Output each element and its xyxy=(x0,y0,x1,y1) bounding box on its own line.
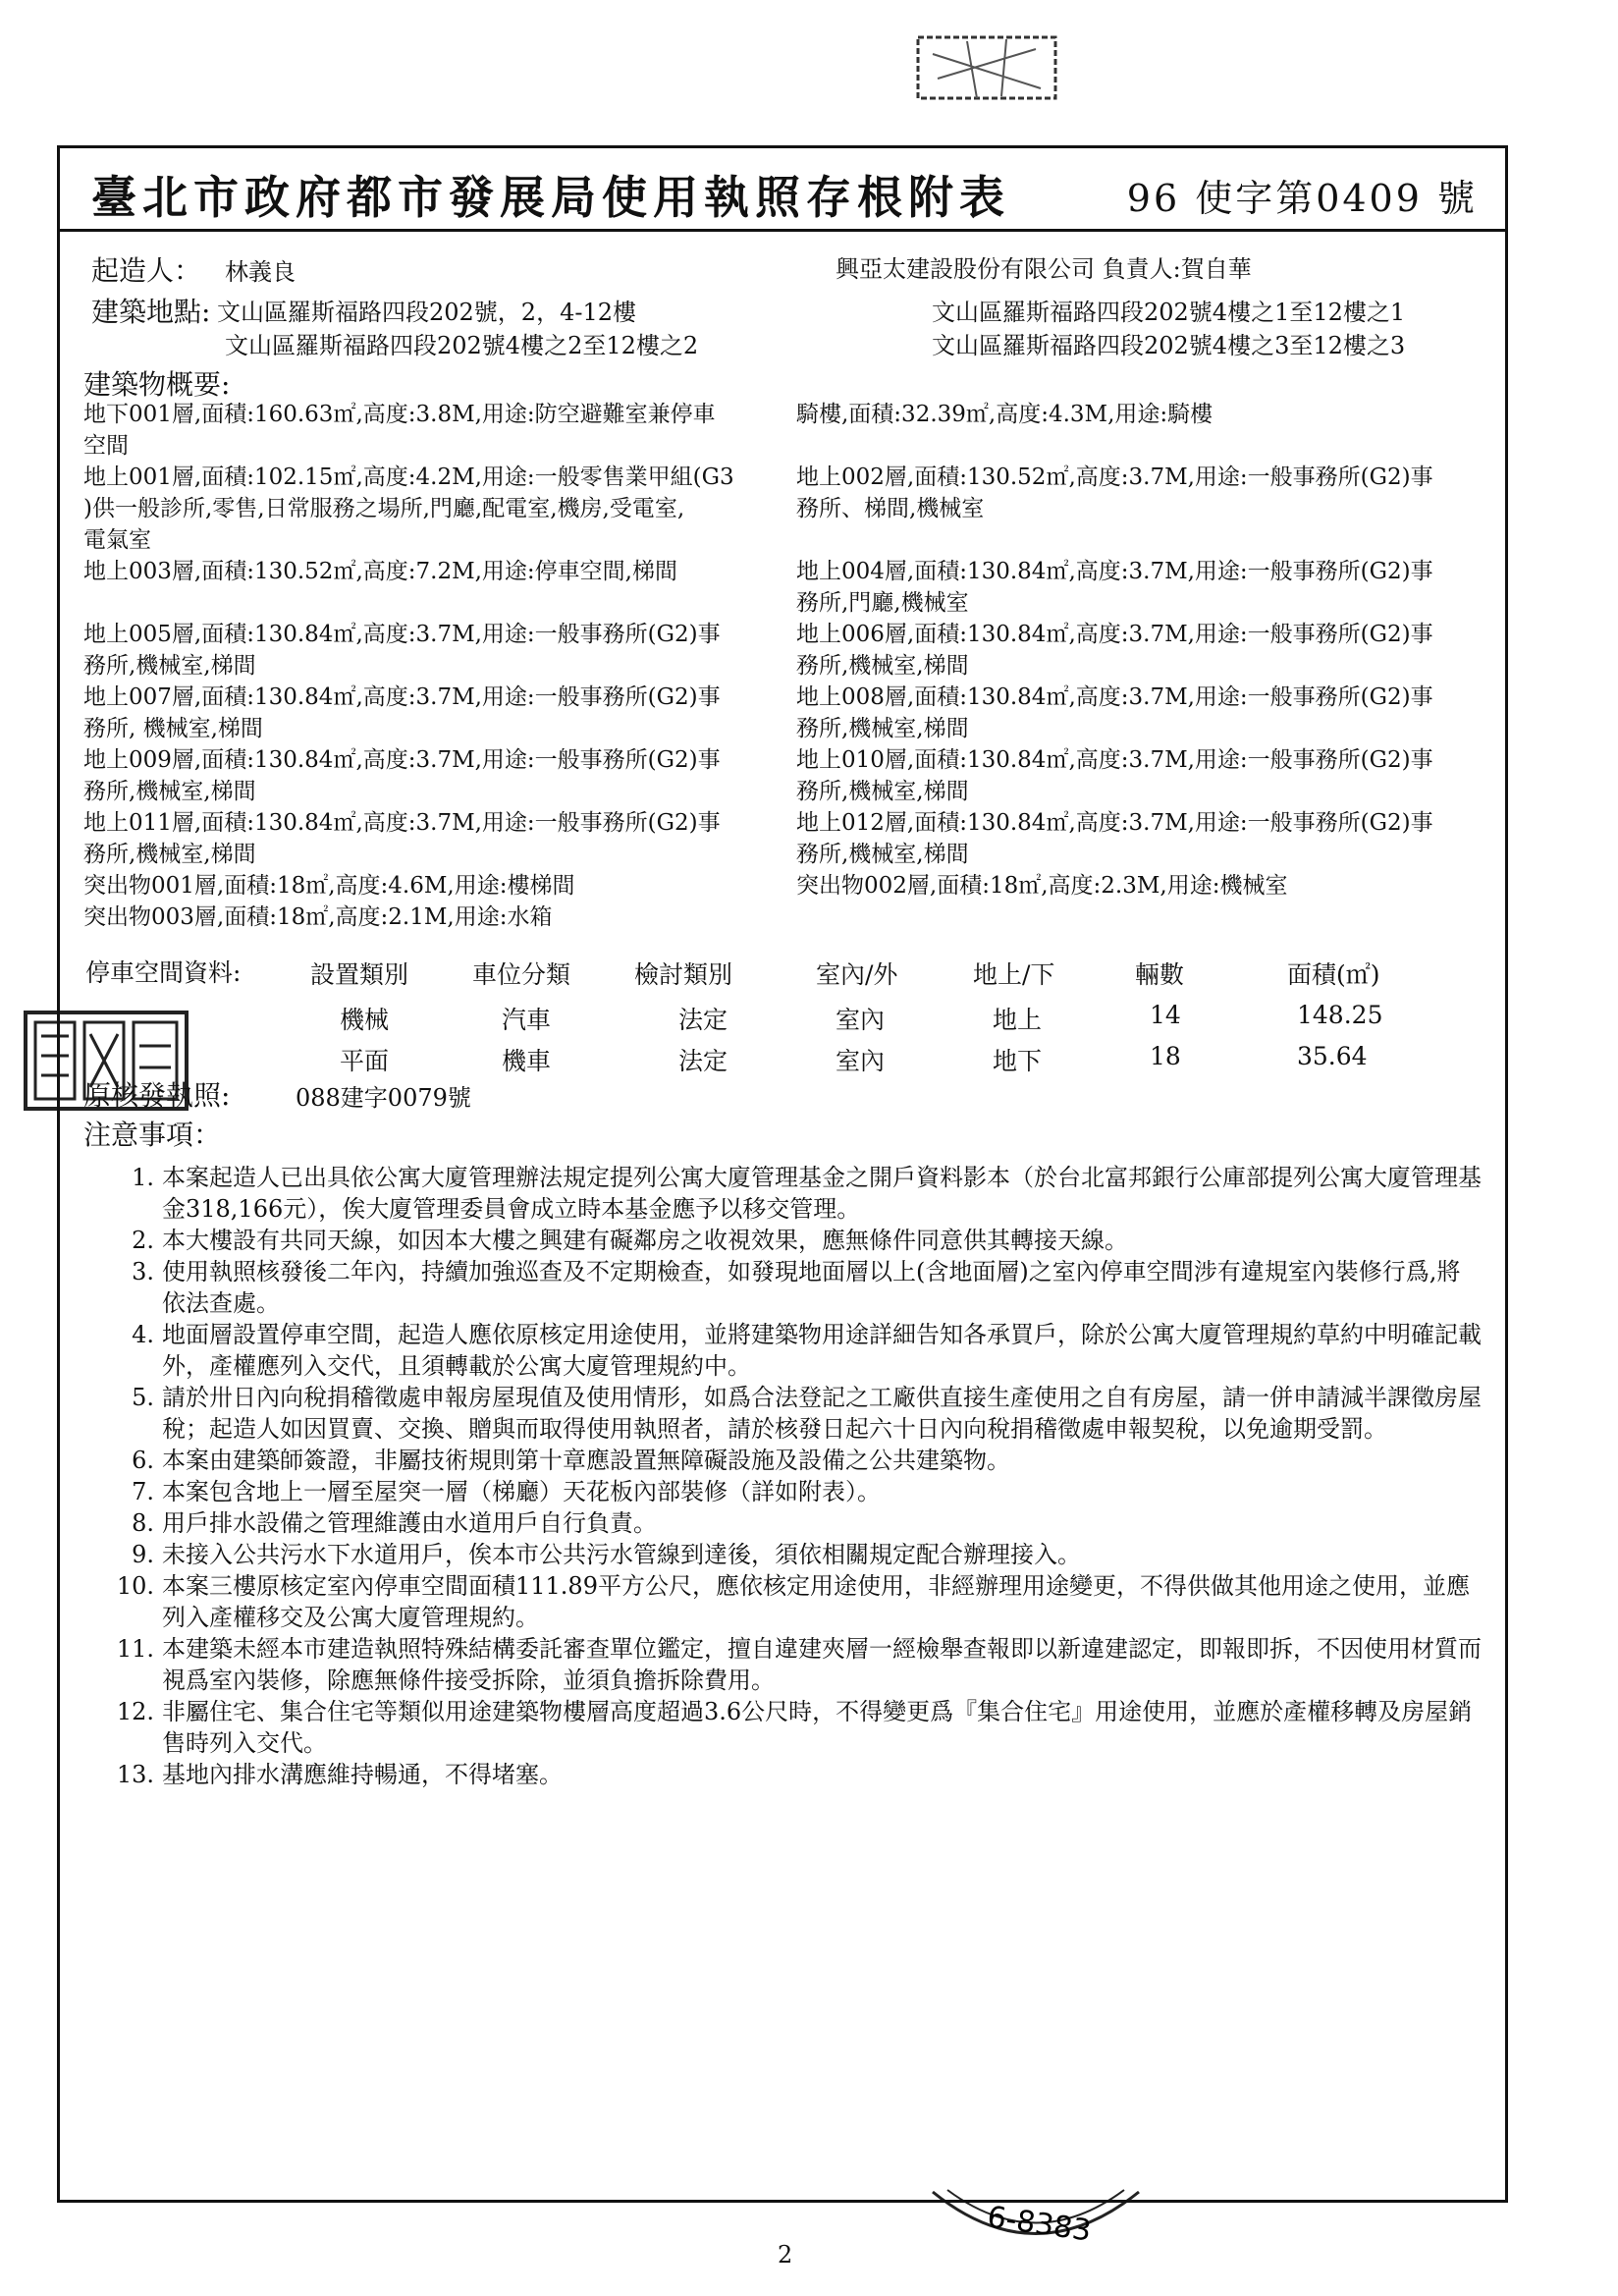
note-number: 10. xyxy=(116,1572,154,1600)
address-2: 文山區羅斯福路四段202號4樓之2至12樓之2 xyxy=(225,332,699,359)
note-number: 4. xyxy=(132,1321,154,1348)
note-text: 地面層設置停車空間，起造人應依原核定用途使用，並將建築物用途詳細告知各承買戶，除於公寓大廈管理規約草約中明確記載外，產權應列入交代，且須轉載於公寓大廈管理規約中。 xyxy=(162,1321,1482,1380)
floor-line-right: 突出物002層,面積:18㎡,高度:2.3M,用途:機械室 xyxy=(796,873,1288,899)
permit-number: 96 使字第0409 號 xyxy=(1126,177,1478,220)
note-item xyxy=(109,1382,1483,1445)
original-permit-value: 088建字0079號 xyxy=(296,1084,471,1112)
address-4: 文山區羅斯福路四段202號4樓之3至12樓之3 xyxy=(932,332,1406,359)
note-number: 6. xyxy=(132,1447,154,1474)
parking-header-type: 設置類別 xyxy=(310,960,409,989)
floor-line-left: 地上007層,面積:130.84㎡,高度:3.7M,用途:一般事務所(G2)事 xyxy=(83,684,721,710)
floor-line-right: 務所,機械室,梯間 xyxy=(796,842,969,867)
floor-line-left: 突出物003層,面積:18㎡,高度:2.1M,用途:水箱 xyxy=(83,904,553,930)
parking-label: 停車空間資料: xyxy=(85,958,242,987)
note-text: 本案起造人已出具依公寓大廈管理辦法規定提列公寓大廈管理基金之開戶資料影本（於台北富邦銀行公庫部提列公寓大廈管理基金318,166元），俟大廈管理委員會成立時本基金應予以移交管理。 xyxy=(162,1164,1482,1223)
original-permit-label: 原核發執照: xyxy=(83,1079,231,1112)
parking-header-indoor: 室內/外 xyxy=(816,960,898,989)
document-title: 臺北市政府都市發展局使用執照存根附表 xyxy=(91,171,1010,224)
floor-line-left: 電氣室 xyxy=(83,527,151,553)
note-item xyxy=(109,1539,1483,1570)
note-text: 用戶排水設備之管理維護由水道用戶自行負責。 xyxy=(162,1509,657,1537)
parking-cell: 法定 xyxy=(678,1047,728,1075)
note-item xyxy=(109,1162,1483,1225)
parking-header-review: 檢討類別 xyxy=(634,960,733,989)
floor-line-right: 務所,機械室,梯間 xyxy=(796,779,969,804)
floor-line-right: 地上012層,面積:130.84㎡,高度:3.7M,用途:一般事務所(G2)事 xyxy=(796,810,1433,836)
floor-line-right: 務所,機械室,梯間 xyxy=(796,716,969,741)
note-number: 9. xyxy=(132,1541,154,1568)
floor-line-left: 地上001層,面積:102.15㎡,高度:4.2M,用途:一般零售業甲組(G3 xyxy=(83,465,734,490)
parking-header-level: 地上/下 xyxy=(973,960,1055,989)
note-item xyxy=(109,1696,1483,1759)
floor-line-right: 騎樓,面積:32.39㎡,高度:4.3M,用途:騎樓 xyxy=(796,402,1214,427)
parking-cell: 18 xyxy=(1150,1042,1181,1070)
parking-cell: 機車 xyxy=(502,1047,552,1075)
stamp-number: 6-8383 xyxy=(985,2200,1094,2249)
floor-line-left: 地上009層,面積:130.84㎡,高度:3.7M,用途:一般事務所(G2)事 xyxy=(83,747,721,773)
note-number: 8. xyxy=(132,1509,154,1537)
note-text: 本案三樓原核定室內停車空間面積111.89平方公尺，應依核定用途使用，非經辦理用途變更，不得供做其他用途之使用，並應列入產權移交及公寓大廈管理規約。 xyxy=(162,1572,1470,1631)
address-label: 建築地點: xyxy=(91,296,211,328)
note-number: 1. xyxy=(132,1164,154,1191)
note-text: 未接入公共污水下水道用戶，俟本市公共污水管線到達後，須依相關規定配合辦理接入。 xyxy=(162,1541,1081,1568)
floor-line-right: 地上006層,面積:130.84㎡,高度:3.7M,用途:一般事務所(G2)事 xyxy=(796,622,1433,647)
company-name: 興亞太建設股份有限公司 負責人:賀自華 xyxy=(836,255,1252,283)
floor-line-left: 空間 xyxy=(83,433,129,459)
floor-line-right: 地上010層,面積:130.84㎡,高度:3.7M,用途:一般事務所(G2)事 xyxy=(796,747,1433,773)
page-number: 2 xyxy=(778,2241,793,2269)
parking-cell: 室內 xyxy=(836,1006,886,1034)
floor-line-left: 地下001層,面積:160.63㎡,高度:3.8M,用途:防空避難室兼停車 xyxy=(83,402,716,427)
note-number: 5. xyxy=(132,1384,154,1411)
floor-line-right: 務所,門廳,機械室 xyxy=(796,590,969,616)
note-item xyxy=(109,1759,1483,1790)
floor-line-right: 務所、梯間,機械室 xyxy=(796,496,985,521)
parking-cell: 汽車 xyxy=(502,1006,552,1034)
note-number: 2. xyxy=(132,1227,154,1254)
note-number: 11. xyxy=(116,1635,154,1663)
note-text: 本大樓設有共同天線，如因本大樓之興建有礙鄰房之收視效果，應無條件同意供其轉接天線。 xyxy=(162,1227,1128,1254)
note-item xyxy=(109,1256,1483,1319)
floor-line-left: 務所,機械室,梯間 xyxy=(83,653,256,679)
note-item xyxy=(109,1225,1483,1256)
document-frame xyxy=(57,145,1508,2203)
parking-cell: 室內 xyxy=(836,1047,886,1075)
parking-cell: 14 xyxy=(1150,1001,1181,1029)
address-3: 文山區羅斯福路四段202號4樓之1至12樓之1 xyxy=(932,299,1406,326)
seal-stamp-top xyxy=(908,29,1065,108)
parking-cell: 148.25 xyxy=(1297,1001,1383,1029)
parking-cell: 35.64 xyxy=(1297,1042,1368,1070)
note-number: 12. xyxy=(116,1698,154,1725)
note-number: 3. xyxy=(132,1258,154,1285)
note-text: 基地內排水溝應維持暢通，不得堵塞。 xyxy=(162,1761,563,1788)
parking-header-count: 輛數 xyxy=(1135,960,1185,989)
note-item xyxy=(109,1445,1483,1476)
parking-header-category: 車位分類 xyxy=(472,960,571,989)
builder-name: 林義良 xyxy=(225,258,296,286)
floor-line-left: 務所,機械室,梯間 xyxy=(83,842,256,867)
note-text: 本建築未經本市建造執照特殊結構委託審查單位鑑定，擅自違建夾層一經檢舉查報即以新違建認定，即報即拆，不因使用材質而視爲室內裝修，除應無條件接受拆除，並須負擔拆除費用。 xyxy=(162,1635,1482,1694)
notes-label: 注意事項： xyxy=(83,1119,222,1151)
note-text: 本案由建築師簽證，非屬技術規則第十章應設置無障礙設施及設備之公共建築物。 xyxy=(162,1447,1010,1474)
note-item xyxy=(109,1570,1483,1633)
parking-cell: 地下 xyxy=(993,1047,1043,1075)
floor-line-left: 突出物001層,面積:18㎡,高度:4.6M,用途:樓梯間 xyxy=(83,873,575,899)
note-text: 使用執照核發後二年內，持續加強巡查及不定期檢查，如發現地面層以上(含地面層)之室內停車空間涉有違規室內裝修行爲,將依法查處。 xyxy=(162,1258,1461,1317)
address-1: 文山區羅斯福路四段202號，2，4-12樓 xyxy=(217,299,636,326)
floor-line-left: 地上003層,面積:130.52㎡,高度:7.2M,用途:停車空間,梯間 xyxy=(83,559,677,584)
note-text: 本案包含地上一層至屋突一層（梯廳）天花板內部裝修（詳如附表）。 xyxy=(162,1478,881,1505)
parking-cell: 機械 xyxy=(340,1006,390,1034)
parking-cell: 平面 xyxy=(340,1047,390,1075)
floor-line-right: 地上004層,面積:130.84㎡,高度:3.7M,用途:一般事務所(G2)事 xyxy=(796,559,1433,584)
floor-line-left: )供一般診所,零售,日常服務之場所,門廳,配電室,機房,受電室, xyxy=(83,496,685,521)
floor-line-left: 務所,機械室,梯間 xyxy=(83,779,256,804)
floor-line-right: 地上002層,面積:130.52㎡,高度:3.7M,用途:一般事務所(G2)事 xyxy=(796,465,1433,490)
note-number: 13. xyxy=(116,1761,154,1788)
floor-line-right: 務所,機械室,梯間 xyxy=(796,653,969,679)
note-number: 7. xyxy=(132,1478,154,1505)
floor-line-left: 地上011層,面積:130.84㎡,高度:3.7M,用途:一般事務所(G2)事 xyxy=(83,810,721,836)
notes-list xyxy=(109,1162,1483,1790)
floor-line-left: 務所, 機械室,梯間 xyxy=(83,716,263,741)
parking-cell: 法定 xyxy=(678,1006,728,1034)
note-item xyxy=(109,1633,1483,1696)
title-row xyxy=(60,148,1505,232)
note-item xyxy=(109,1319,1483,1382)
parking-cell: 地上 xyxy=(993,1006,1043,1034)
note-text: 非屬住宅、集合住宅等類似用途建築物樓層高度超過3.6公尺時，不得變更爲『集合住宅』用途使用，並應於產權移轉及房屋銷售時列入交代。 xyxy=(162,1698,1473,1757)
note-text: 請於卅日內向稅捐稽徵處申報房屋現值及使用情形，如爲合法登記之工廠供直接生產使用之自有房屋，請一併申請減半課徵房屋稅；起造人如因買賣、交換、贈與而取得使用執照者，請於核發日起六十日內向稅捐稽徵處申報契稅，以免逾期受罰。 xyxy=(162,1384,1482,1443)
note-item xyxy=(109,1476,1483,1507)
floor-line-right: 地上008層,面積:130.84㎡,高度:3.7M,用途:一般事務所(G2)事 xyxy=(796,684,1433,710)
parking-header-area: 面積(㎡) xyxy=(1287,960,1380,989)
note-item xyxy=(109,1507,1483,1539)
floor-line-left: 地上005層,面積:130.84㎡,高度:3.7M,用途:一般事務所(G2)事 xyxy=(83,622,721,647)
overview-label: 建築物概要: xyxy=(83,368,231,401)
builder-label: 起造人： xyxy=(91,254,202,287)
